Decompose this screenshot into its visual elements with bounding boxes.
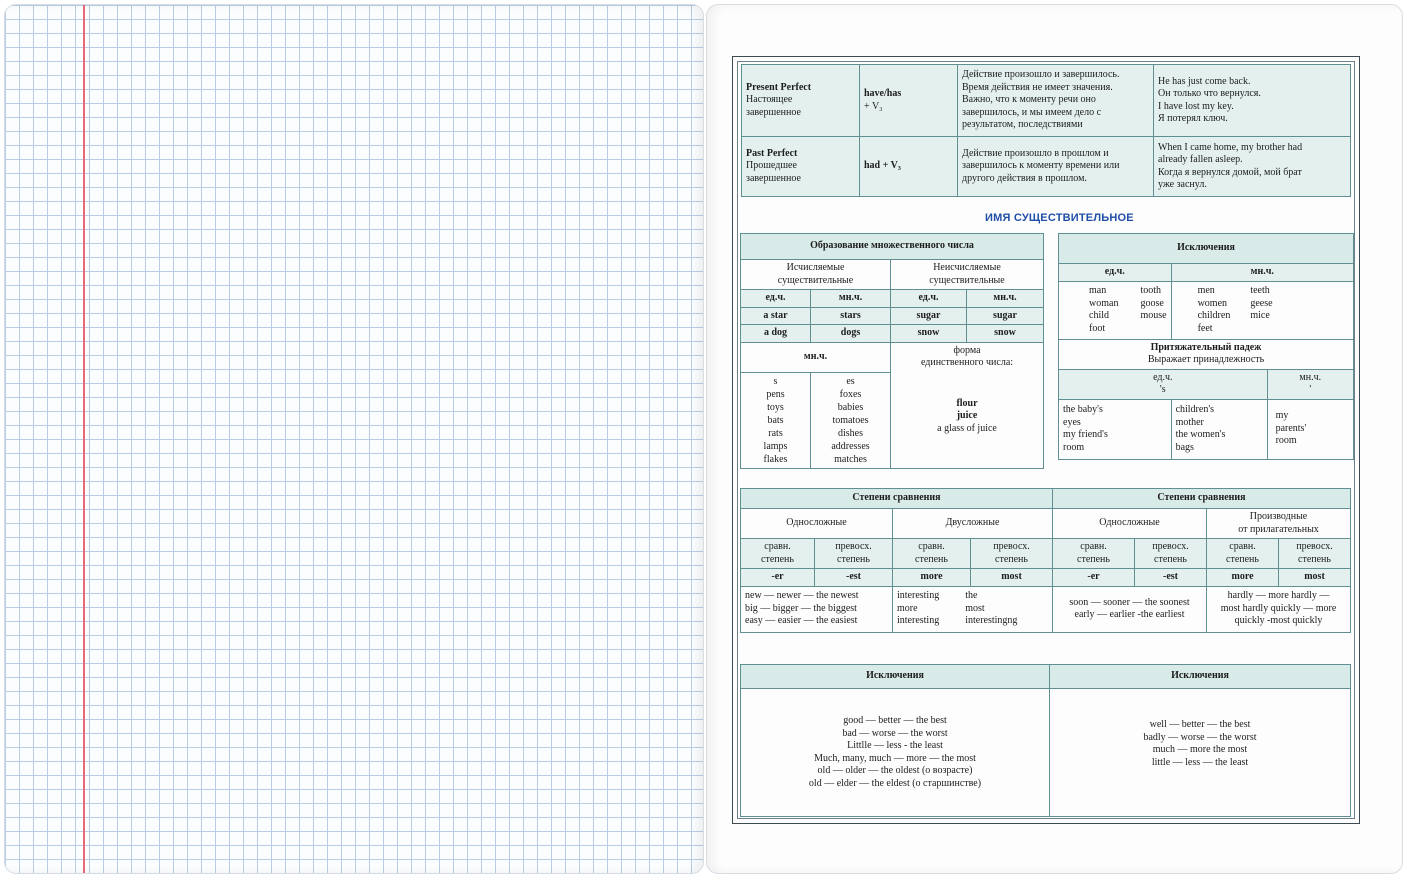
- table-row: [1059, 234, 1354, 264]
- text-line: more: [897, 602, 918, 614]
- table-cell: [893, 586, 1053, 632]
- table-row: [1059, 264, 1354, 282]
- table-cell: мн.ч.: [967, 290, 1044, 308]
- text-line: от прилагательных: [1238, 523, 1319, 535]
- table-row: [741, 234, 1044, 260]
- table-cell: [1059, 369, 1268, 399]
- text-line: степень: [995, 553, 1028, 565]
- text-line: завершилось, и мы имеем дело с: [962, 106, 1102, 118]
- text-line: foot: [1089, 322, 1106, 334]
- text-line: interesting: [897, 615, 940, 627]
- table-cell: [1059, 339, 1354, 369]
- table-cell: ед.ч.: [891, 290, 967, 308]
- text-line: hardly — more hardly —: [1227, 590, 1330, 602]
- text-line: s: [773, 375, 778, 387]
- text-line: завершилось к моменту времени или: [962, 160, 1120, 172]
- text-line: goose: [1140, 297, 1164, 309]
- text-line: Littlle — less - the least: [847, 740, 943, 751]
- text-line: уже заснул.: [1158, 179, 1207, 190]
- text-line: Действие произошло и завершилось.: [962, 69, 1120, 81]
- table-cell: ед.ч.: [741, 290, 811, 308]
- text-line: juice: [956, 410, 978, 421]
- noun-exceptions-table: [1058, 233, 1354, 460]
- text-line: bats: [767, 414, 784, 426]
- text-line: сравн.: [918, 541, 945, 552]
- text-line: man: [1089, 285, 1107, 296]
- table-cell: [1050, 689, 1351, 817]
- table-cell: [958, 65, 1154, 137]
- text-line: ': [1309, 384, 1312, 395]
- text-line: child: [1089, 310, 1109, 321]
- table-row: [741, 539, 1351, 569]
- text-line: завершенное: [746, 172, 801, 184]
- table-row: [741, 665, 1351, 689]
- text-line: woman: [1089, 297, 1119, 309]
- table-cell: -est: [1135, 569, 1207, 587]
- text-line: [965, 590, 1017, 628]
- text-line: I have lost my key.: [1158, 100, 1234, 112]
- text-line: foxes: [839, 388, 862, 400]
- table-cell: -est: [815, 569, 893, 587]
- text-line: степень: [1077, 553, 1110, 565]
- table-row: [741, 325, 1044, 343]
- plural-table: [740, 233, 1044, 469]
- text-line: quickly -most quickly: [1234, 615, 1323, 627]
- text-line: rats: [768, 427, 783, 439]
- text-line: the women's: [1175, 429, 1226, 440]
- text-line: toys: [767, 401, 784, 413]
- text-line: существительные: [777, 274, 854, 286]
- text-line: already fallen asleep.: [1158, 154, 1243, 165]
- text-line: сравн.: [1080, 541, 1107, 552]
- table-cell: Односложные: [741, 509, 893, 539]
- table-row: [741, 569, 1351, 587]
- table-cell: [1135, 539, 1207, 569]
- text-line: teeth: [1250, 285, 1270, 296]
- table-cell: [1207, 586, 1351, 632]
- text-line: mouse: [1140, 310, 1167, 321]
- text-line: [1089, 285, 1118, 335]
- text-line: easy — easier — the easiest: [745, 615, 858, 627]
- text-line: He has just come back.: [1158, 75, 1251, 87]
- table-cell: [1059, 281, 1172, 339]
- text-line: степень: [1154, 553, 1187, 565]
- table-cell: [741, 260, 891, 290]
- tense-name: Past Perfect: [746, 147, 798, 159]
- table-cell: [1267, 369, 1353, 399]
- text-line: good — better — the best: [843, 715, 947, 726]
- text-line: Настоящее: [746, 94, 793, 106]
- text-line: превосх.: [993, 541, 1030, 552]
- table-cell: [741, 586, 893, 632]
- text-line: мн.ч.: [1299, 371, 1322, 383]
- table-cell: a star: [741, 307, 811, 325]
- text-line: Much, many, much — more — the most: [814, 752, 976, 764]
- text-line: interesting: [897, 590, 940, 602]
- table-cell: мн.ч.: [811, 290, 891, 308]
- text-line: результатом, последствиями: [962, 119, 1083, 131]
- text-line: Важно, что к моменту речи оно: [962, 94, 1096, 106]
- irregular-table: [740, 664, 1351, 817]
- table-row: [1059, 369, 1354, 399]
- table-cell: [742, 65, 860, 137]
- table-cell: [958, 137, 1154, 197]
- text-line: eyes: [1063, 416, 1081, 428]
- text-line: [897, 590, 1048, 628]
- table-cell: Исключения: [741, 665, 1050, 689]
- table-cell: [741, 372, 811, 468]
- text-line: old — elder — the eldest (о старшинстве): [808, 777, 982, 789]
- text-line: [1250, 285, 1272, 335]
- text-line: women: [1197, 297, 1228, 309]
- table-cell: Образование множественного числа: [741, 234, 1044, 260]
- table-row: [741, 342, 1044, 372]
- text-line: сравн.: [1229, 541, 1256, 552]
- text-line: most hardly quickly — more: [1220, 602, 1337, 614]
- table-row: [741, 260, 1044, 290]
- table-cell: [1171, 281, 1353, 339]
- table-cell: Односложные: [1053, 509, 1207, 539]
- text-line: Я потерял ключ.: [1158, 113, 1228, 124]
- text-line: [1198, 285, 1349, 335]
- text-line: room: [1275, 435, 1297, 447]
- text-line: существительные: [929, 274, 1005, 286]
- table-cell: snow: [967, 325, 1044, 343]
- text-line: es: [846, 375, 855, 387]
- text-line: Неисчисляемые: [933, 262, 1001, 273]
- text-line: my friend's: [1063, 429, 1108, 440]
- text-line: Он только что вернулся.: [1158, 88, 1261, 99]
- text-line: new — newer — the newest: [745, 590, 859, 602]
- table-cell: мн.ч.: [741, 342, 891, 372]
- text-line: early — earlier -the earliest: [1074, 609, 1185, 620]
- table-cell: most: [971, 569, 1053, 587]
- table-cell: [971, 539, 1053, 569]
- table-cell: [741, 539, 815, 569]
- text-line: When I came home, my brother had: [1158, 141, 1303, 153]
- text-line: flakes: [763, 453, 788, 465]
- table-cell: Исключения: [1050, 665, 1351, 689]
- text-line: flour: [956, 397, 978, 409]
- comparison-table: [740, 488, 1351, 633]
- table-cell: [1207, 509, 1351, 539]
- tense-formula: have/has: [864, 88, 902, 99]
- table-cell: [742, 137, 860, 197]
- text-line: степень: [915, 553, 948, 565]
- table-cell: [741, 689, 1050, 817]
- table-cell: [815, 539, 893, 569]
- text-line: little — less — the least: [1151, 756, 1249, 768]
- text-line: [1089, 285, 1167, 335]
- text-line: well — better — the best: [1149, 719, 1251, 730]
- text-line: [1198, 285, 1231, 335]
- table-cell: more: [1207, 569, 1279, 587]
- table-row: [741, 290, 1044, 308]
- table-cell: [1053, 539, 1135, 569]
- text-line: [897, 590, 939, 628]
- text-line: Притяжательный падеж: [1150, 341, 1262, 353]
- text-line: interestingng: [965, 615, 1018, 627]
- text-line: Время действия не имеет значения.: [962, 81, 1113, 93]
- text-line: 's: [1159, 384, 1166, 395]
- text-line: much — more the most: [1152, 744, 1248, 755]
- text-line: единственного числа:: [920, 357, 1014, 368]
- table-row: [741, 586, 1351, 632]
- text-line: addresses: [831, 440, 870, 452]
- text-line: Производные: [1249, 511, 1308, 522]
- table-cell: [860, 137, 958, 197]
- table-cell: Степени сравнения: [1053, 489, 1351, 509]
- table-cell: Исключения: [1059, 234, 1354, 264]
- table-cell: [1279, 539, 1351, 569]
- table-row: [1059, 339, 1354, 369]
- text-line: Прошедшее: [746, 160, 797, 172]
- text-line: Когда я вернулся домой, мой брат: [1158, 166, 1302, 178]
- table-row: [741, 489, 1351, 509]
- table-cell: snow: [891, 325, 967, 343]
- table-cell: [1154, 137, 1351, 197]
- text-line: lamps: [763, 440, 788, 452]
- text-line: сравн.: [764, 541, 791, 552]
- table-cell: мн.ч.: [1171, 264, 1353, 282]
- text-line: my: [1275, 410, 1289, 422]
- text-line: [1140, 285, 1166, 335]
- text-line: a glass of juice: [937, 422, 997, 434]
- text-line: степень: [837, 553, 870, 565]
- tense-formula: had + V₃: [864, 160, 901, 172]
- table-cell: [891, 342, 1044, 468]
- table-row: [741, 509, 1351, 539]
- text-line: room: [1063, 441, 1085, 453]
- text-line: + V₃: [864, 100, 883, 112]
- text-line: bad — worse — the worst: [842, 727, 948, 739]
- table-row: [742, 137, 1351, 197]
- text-line: children: [1197, 310, 1231, 321]
- text-line: dishes: [838, 427, 863, 439]
- table-cell: [1207, 539, 1279, 569]
- table-cell: [1171, 399, 1267, 459]
- text-line: geese: [1250, 297, 1273, 309]
- text-line: badly — worse — the worst: [1143, 731, 1257, 743]
- table-cell: -er: [741, 569, 815, 587]
- table-row: [741, 307, 1044, 325]
- table-cell: [1053, 586, 1207, 632]
- text-line: завершенное: [746, 106, 801, 118]
- text-line: feet: [1197, 322, 1213, 334]
- text-line: men: [1197, 285, 1215, 296]
- tenses-table: [741, 64, 1351, 197]
- table-cell: stars: [811, 307, 891, 325]
- table-cell: sugar: [891, 307, 967, 325]
- table-cell: a dog: [741, 325, 811, 343]
- text-line: the baby's: [1063, 404, 1103, 415]
- section-title: ИМЯ СУЩЕСТВИТЕЛЬНОЕ: [985, 212, 1134, 224]
- table-cell: [811, 372, 891, 468]
- table-cell: [1059, 399, 1172, 459]
- table-cell: most: [1279, 569, 1351, 587]
- text-line: bags: [1175, 441, 1194, 453]
- text-line: форма: [953, 344, 981, 356]
- text-line: степень: [1226, 553, 1259, 565]
- table-cell: Двусложные: [893, 509, 1053, 539]
- table-cell: [893, 539, 971, 569]
- text-line: soon — sooner — the soonest: [1069, 596, 1190, 608]
- table-row: [1059, 281, 1354, 339]
- text-line: old — older — the oldest (о возрасте): [817, 765, 973, 776]
- text-line: children's: [1175, 404, 1215, 415]
- text-line: ед.ч.: [1153, 371, 1173, 383]
- text-line: степень: [761, 553, 794, 565]
- text-line: the: [965, 590, 978, 602]
- table-cell: dogs: [811, 325, 891, 343]
- table-row: [742, 65, 1351, 137]
- table-cell: [891, 260, 1044, 290]
- text-line: tomatoes: [832, 414, 869, 426]
- table-cell: [1154, 65, 1351, 137]
- text-line: другого действия в прошлом.: [962, 172, 1087, 184]
- table-cell: ед.ч.: [1059, 264, 1172, 282]
- text-line: most: [965, 602, 985, 614]
- text-line: Выражает принадлежность: [1147, 354, 1265, 365]
- text-line: babies: [837, 401, 864, 413]
- table-cell: Степени сравнения: [741, 489, 1053, 509]
- text-line: mice: [1250, 310, 1270, 321]
- text-line: Исчисляемые: [786, 262, 845, 273]
- text-line: превосх.: [835, 541, 872, 552]
- text-line: tooth: [1140, 285, 1162, 296]
- text-line: big — bigger — the biggest: [745, 602, 857, 614]
- text-line: mother: [1175, 416, 1204, 428]
- text-line: Действие произошло в прошлом и: [962, 147, 1109, 159]
- table-row: [1059, 399, 1354, 459]
- text-line: [895, 370, 1039, 398]
- table-cell: -er: [1053, 569, 1135, 587]
- tense-name: Present Perfect: [746, 81, 812, 93]
- table-cell: sugar: [967, 307, 1044, 325]
- grid-paper-page: [4, 4, 704, 874]
- text-line: превосх.: [1152, 541, 1189, 552]
- text-line: превосх.: [1296, 541, 1333, 552]
- table-cell: [860, 65, 958, 137]
- table-cell: more: [893, 569, 971, 587]
- text-line: parents': [1275, 422, 1307, 434]
- text-line: степень: [1298, 553, 1331, 565]
- text-line: pens: [766, 388, 785, 400]
- table-cell: [1267, 399, 1353, 459]
- table-row: [741, 689, 1351, 817]
- text-line: matches: [834, 453, 867, 465]
